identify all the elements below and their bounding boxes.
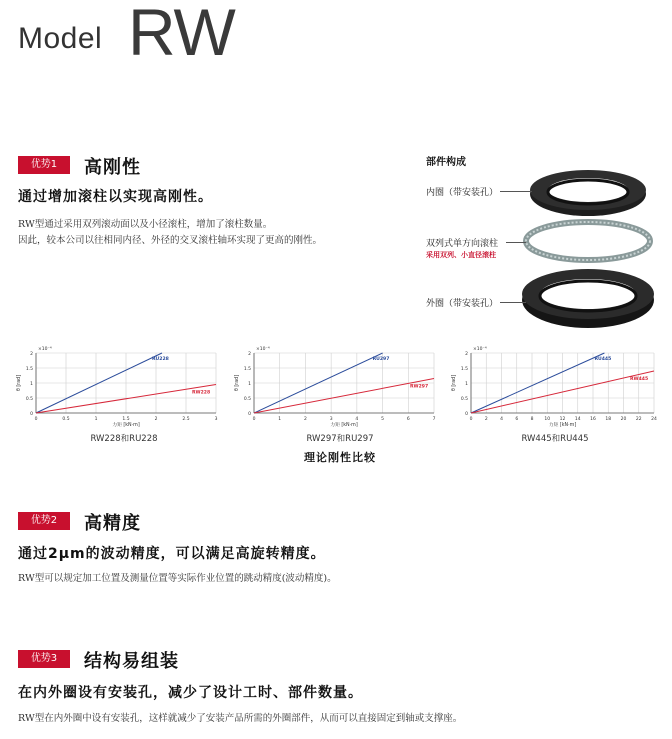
outer-ring-illustration bbox=[522, 269, 654, 328]
x-tick-label: 7 bbox=[432, 417, 436, 422]
x-axis-label: 力矩 [kN·m] bbox=[548, 423, 577, 427]
y-tick-label: 2 bbox=[248, 352, 251, 357]
series-label-rw228: RW228 bbox=[192, 390, 211, 396]
advantage-badge-3: 优势3 bbox=[18, 650, 70, 668]
body-line-1: RW型通过采用双列滚动面以及小径滚柱，增加了滚柱数量。 bbox=[18, 219, 273, 230]
x-tick-label: 14 bbox=[574, 417, 581, 422]
x-tick-label: 24 bbox=[651, 417, 657, 422]
body-line-2: 因此，较本公司以往相同内径、外径的交叉滚柱轴环实现了更高的刚性。 bbox=[18, 235, 323, 246]
x-tick-label: 2.5 bbox=[182, 417, 190, 422]
inner-ring-illustration bbox=[530, 170, 646, 216]
section-subtitle-precision: 通过2μm的波动精度，可以满足高旋转精度。 bbox=[18, 546, 326, 562]
y-tick-label: 1 bbox=[30, 382, 33, 387]
x-tick-label: 5 bbox=[381, 417, 385, 422]
part-label-roller: 双列式单方向滚柱 bbox=[426, 239, 499, 249]
leader-line-roller bbox=[506, 242, 526, 243]
y-tick-label: 0 bbox=[465, 412, 468, 417]
section-subtitle-assembly: 在内外圈设有安装孔，减少了设计工时、部件数量。 bbox=[18, 685, 363, 701]
parts-heading: 部件构成 bbox=[426, 157, 466, 168]
section-body-precision: RW型可以规定加工位置及测量位置等实际作业位置的跳动精度(波动精度)。 bbox=[18, 573, 337, 584]
stiffness-chart-rw297 bbox=[230, 343, 442, 427]
advantage-badge-1: 优势1 bbox=[18, 156, 70, 174]
model-label: Model bbox=[18, 22, 103, 55]
y-tick-label: 0.5 bbox=[243, 397, 251, 402]
x-tick-label: 0 bbox=[252, 417, 256, 422]
series-label-ru228: RU228 bbox=[152, 357, 169, 362]
x-tick-label: 0.5 bbox=[62, 417, 70, 422]
x-axis-label: 力矩 [kN·m] bbox=[112, 423, 140, 427]
part-label-outer: 外圈（带安装孔） bbox=[426, 299, 499, 309]
x-tick-label: 10 bbox=[544, 417, 551, 422]
y-tick-label: 1 bbox=[248, 382, 251, 387]
section-subtitle-rigidity: 通过增加滚柱以实现高刚性。 bbox=[18, 189, 213, 205]
section-body-rigidity bbox=[18, 217, 418, 249]
x-tick-label: 3 bbox=[329, 417, 333, 422]
x-axis-label: 力矩 [kN·m] bbox=[330, 423, 358, 427]
x-tick-label: 1 bbox=[278, 417, 282, 422]
x-tick-label: 4 bbox=[500, 417, 503, 422]
x-tick-label: 20 bbox=[620, 417, 627, 422]
section-title-assembly: 结构易组装 bbox=[84, 651, 179, 672]
x-tick-label: 6 bbox=[515, 417, 519, 422]
chart-caption-rw228: RW228和RU228 bbox=[90, 434, 158, 444]
x-tick-label: 6 bbox=[406, 417, 410, 422]
x-tick-label: 1.5 bbox=[122, 417, 130, 422]
model-code: RW bbox=[128, 0, 235, 69]
y-axis-label: θ [rad] bbox=[452, 374, 457, 392]
y-tick-label: 1.5 bbox=[25, 367, 33, 372]
advantage-badge-2: 优势2 bbox=[18, 512, 70, 530]
part-label-inner: 内圈（带安装孔） bbox=[426, 188, 499, 198]
x-tick-label: 2 bbox=[484, 417, 488, 422]
y-tick-label: 1.5 bbox=[460, 367, 468, 372]
x-tick-label: 22 bbox=[635, 417, 642, 422]
charts-main-caption: 理论刚性比较 bbox=[304, 451, 376, 464]
roller-ring-illustration bbox=[526, 222, 650, 260]
x-tick-label: 1 bbox=[94, 417, 98, 422]
series-label-ru297: RU297 bbox=[372, 357, 390, 362]
y-tick-label: 0 bbox=[30, 412, 33, 417]
y-tick-label: 2 bbox=[465, 352, 468, 357]
series-label-ru445: RU445 bbox=[594, 357, 612, 362]
series-label-rw297: RW297 bbox=[410, 384, 429, 390]
y-multiplier-label: ×10⁻⁴ bbox=[256, 347, 270, 352]
y-tick-label: 0 bbox=[248, 412, 251, 417]
x-tick-label: 16 bbox=[590, 417, 596, 422]
y-multiplier-label: ×10⁻⁴ bbox=[38, 347, 52, 352]
parts-diagram bbox=[420, 150, 670, 340]
part-note-roller: 采用双列、小直径滚柱 bbox=[426, 251, 496, 259]
y-axis-label: θ [rad] bbox=[17, 374, 22, 392]
y-tick-label: 1 bbox=[465, 382, 468, 387]
y-tick-label: 1.5 bbox=[243, 367, 251, 372]
stiffness-chart-rw445 bbox=[447, 343, 662, 427]
stiffness-chart-rw228 bbox=[12, 343, 224, 427]
leader-line-outer bbox=[500, 302, 526, 303]
section-title-precision: 高精度 bbox=[84, 513, 141, 534]
x-tick-label: 12 bbox=[559, 417, 566, 422]
section-title-rigidity: 高刚性 bbox=[84, 157, 141, 178]
x-tick-label: 8 bbox=[530, 417, 534, 422]
x-tick-label: 0 bbox=[34, 417, 38, 422]
y-tick-label: 2 bbox=[30, 352, 33, 357]
leader-line-inner bbox=[500, 191, 532, 192]
x-tick-label: 2 bbox=[154, 417, 158, 422]
series-line-rw297 bbox=[254, 379, 434, 414]
section-body-assembly: RW型在内外圈中设有安装孔，这样就减少了安装产品所需的外圈部件，从而可以直接固定到轴或支撑座。 bbox=[18, 713, 463, 724]
y-axis-label: θ [rad] bbox=[235, 374, 240, 392]
x-tick-label: 18 bbox=[605, 417, 612, 422]
x-tick-label: 2 bbox=[303, 417, 307, 422]
chart-caption-rw445: RW445和RU445 bbox=[521, 434, 589, 444]
series-label-rw445: RW445 bbox=[630, 377, 649, 382]
y-tick-label: 0.5 bbox=[25, 397, 33, 402]
chart-caption-rw297: RW297和RU297 bbox=[306, 434, 374, 444]
y-multiplier-label: ×10⁻⁴ bbox=[473, 347, 487, 352]
x-tick-label: 4 bbox=[355, 417, 359, 422]
x-tick-label: 0 bbox=[469, 417, 473, 422]
y-tick-label: 0.5 bbox=[460, 397, 468, 402]
x-tick-label: 3 bbox=[214, 417, 218, 422]
